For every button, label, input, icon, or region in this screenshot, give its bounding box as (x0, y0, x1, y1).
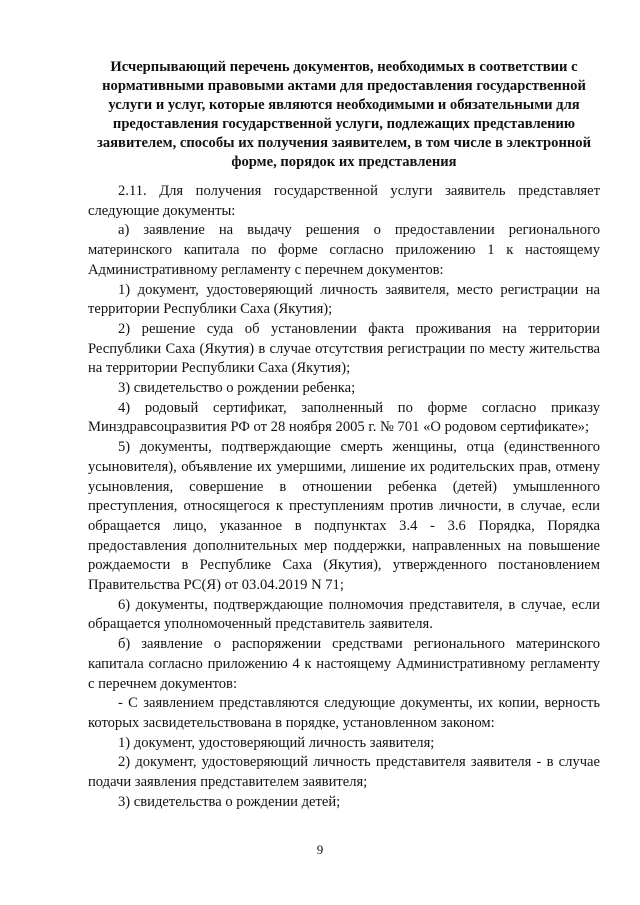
paragraph-b-3: 3) свидетельства о рождении детей; (118, 793, 341, 810)
paragraph-a-3: 3) свидетельство о рождении ребенка; (118, 380, 356, 397)
paragraph-a-1: 1) документ, удостоверяющий личность заявителя, место регистрации на территории Республики Саха (Якутия); (88, 281, 600, 318)
page-number: 9 (316, 842, 324, 857)
paragraph-a-5: 5) документы, подтверждающие смерть женщины, отца (единственного усыновителя), объявление их умершими, лишение их родительских прав, отмену усыновления, совершение в отношении ребенка (детей) умышленного преступления, относящегося к преступлениям против личности, в случае, если обращается лицо, указанное в подпунктах 3.4 - 3.6 Порядка, Порядка предоставления дополнительных мер поддержки, направленных на повышение рождаемости в Республике Саха (Якутия), утвержденного постановлением Правительства РС(Я) от 03.04.2019 N 71; (88, 439, 600, 594)
paragraph-item-b: б) заявление о распоряжении средствами регионального материнского капитала согласно приложению 4 к настоящему Административному регламенту с перечнем документов: (88, 636, 600, 692)
paragraph-a-2: 2) решение суда об установлении факта проживания на территории Республики Саха (Якутия) в случае отсутствия регистрации по месту жительства на территории Республики Саха (Якутия); (88, 320, 600, 377)
paragraph-b-1: 1) документ, удостоверяющий личность заявителя; (118, 734, 435, 751)
document-body (88, 182, 600, 813)
paragraph-b-2: 2) документ, удостоверяющий личность представителя заявителя - в случае подачи заявления представителем заявителя; (88, 754, 600, 791)
paragraph-a-6: 6) документы, подтверждающие полномочия представителя, в случае, если обращается уполномоченный представитель заявителя. (88, 596, 600, 633)
paragraph-a-4: 4) родовый сертификат, заполненный по форме согласно приказу Минздравсоцразвития РФ от 28 ноября 2005 г. № 701 «О родовом сертификате»; (88, 399, 600, 436)
paragraph-item-a: а) заявление на выдачу решения о предоставлении регионального материнского капитала по форме согласно приложению 1 к настоящему Административному регламенту с перечнем документов: (88, 222, 600, 278)
paragraph-2-11: 2.11. Для получения государственной услуги заявитель представляет следующие документы: (88, 183, 600, 219)
document-title: Исчерпывающий перечень документов, необходимых в соответствии с нормативными правовыми актами для предоставления государственной услуги и услуг, которые являются необходимыми и обязательными для предоставления государственной услуги, подлежащих представлению заявителем, способы их получения заявителем, в том числе в электронной форме, порядок их представления (97, 59, 591, 170)
paragraph-b-intro: - С заявлением представляются следующие документы, их копии, верность которых засвидетельствована в порядке, установленном законом: (88, 695, 600, 731)
